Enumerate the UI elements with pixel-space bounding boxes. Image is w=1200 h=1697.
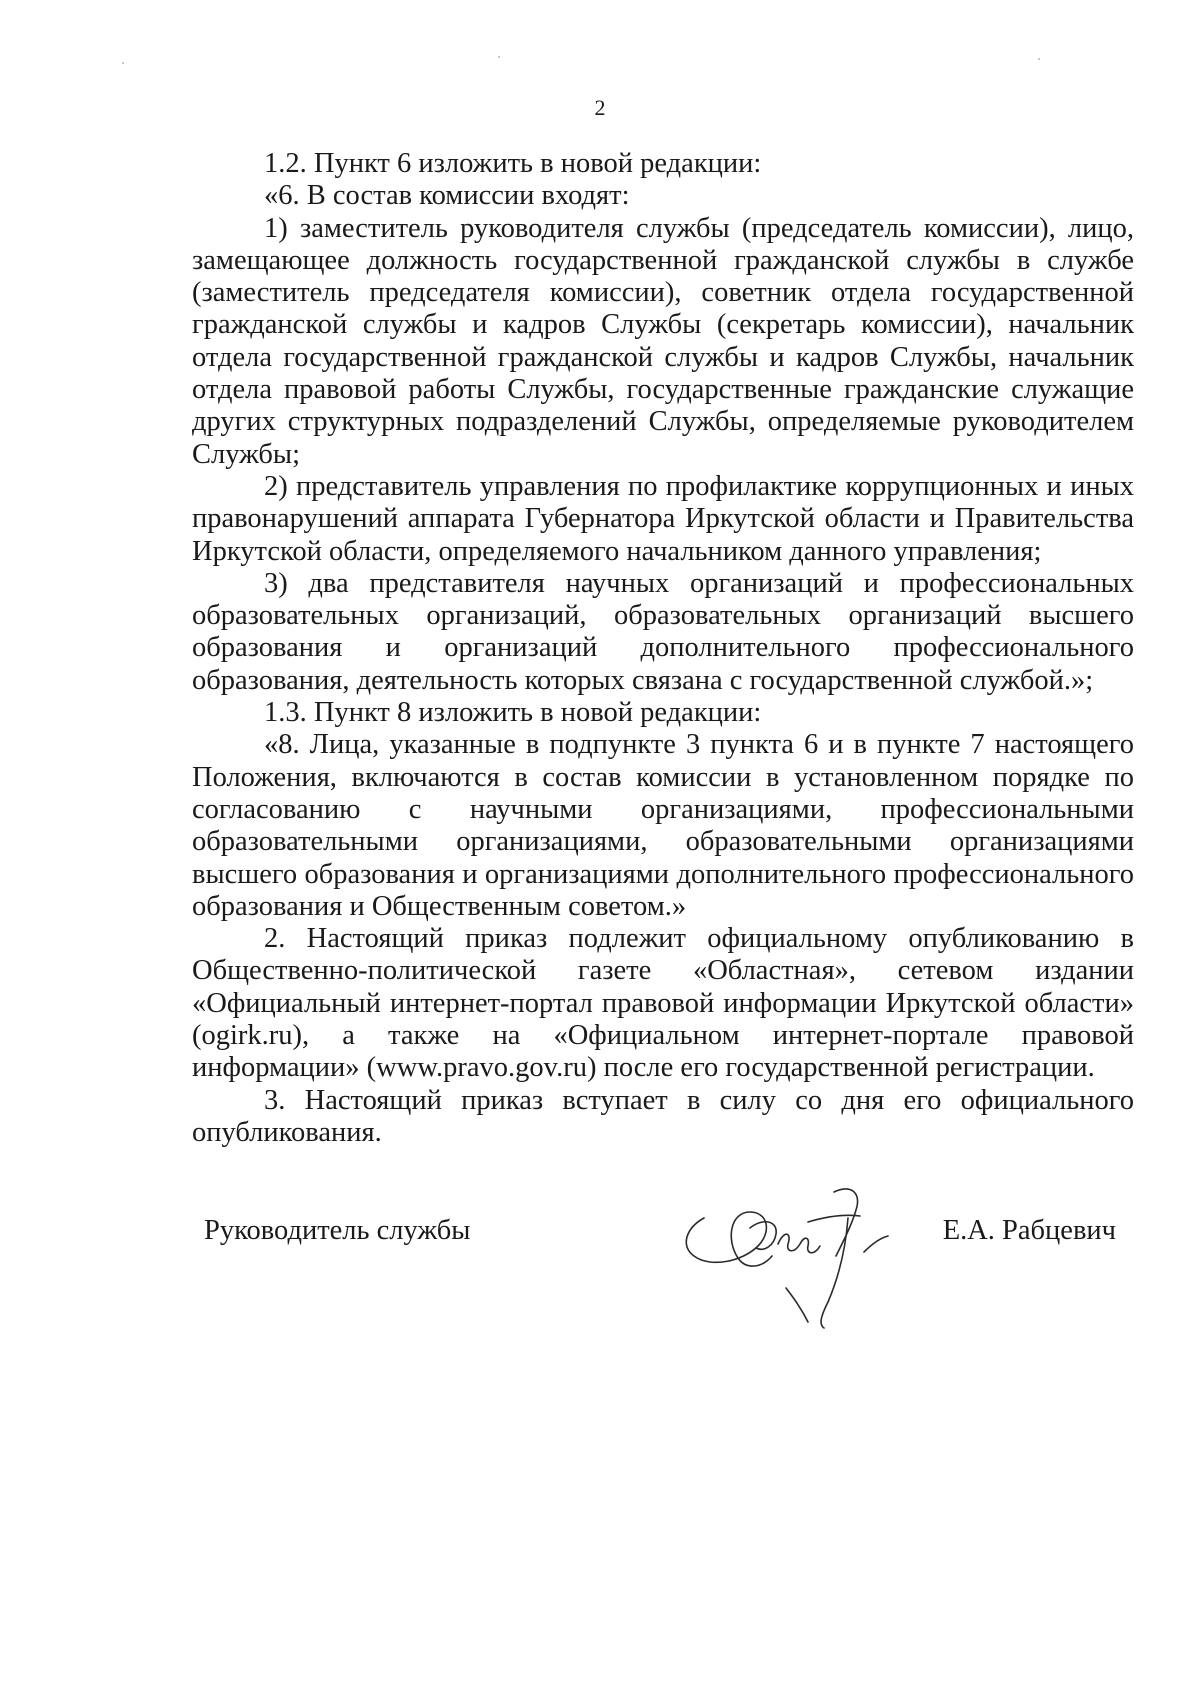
paragraph: 1) заместитель руководителя службы (председатель комиссии), лицо, замещающее должность государственной гражданской службы в службе (заместитель председателя комиссии), советник отдела государственной гражданской службы и кадров Службы (секретарь комиссии), начальник отдела государственной гражданской службы и кадров Службы, начальник отдела правовой работы Службы, государственные гражданские служащие других структурных подразделений Службы, определяемые руководителем Службы; — [192, 212, 1134, 470]
signatory-name: Е.А. Рабцевич — [942, 1215, 1116, 1246]
page-number: 2 — [594, 95, 606, 120]
paragraph: 3. Настоящий приказ вступает в силу со дня его официального опубликования. — [192, 1084, 1134, 1148]
signatory-position: Руководитель службы — [204, 1215, 471, 1246]
handwritten-signature — [680, 1182, 900, 1332]
paragraph: 1.3. Пункт 8 изложить в новой редакции: — [264, 697, 762, 729]
scan-artifact — [1038, 58, 1040, 60]
paragraph: 3) два представителя научных организаций и профессиональных образовательных организаций, образовательных организаций высшего образования и организаций дополнительного профессионального образования, деятельность которых связана с государственной службой.»; — [192, 567, 1134, 696]
signature-block — [0, 1190, 1200, 1340]
paragraph: 2. Настоящий приказ подлежит официальному опубликованию в Общественно-политической газете «Областная», сетевом издании «Официальный интернет-портал правовой информации Иркутской области» (ogirk.ru), а также на «Официальном интернет-портале правовой информации» (www.pravo.gov.ru) после его государственной регистрации. — [192, 923, 1134, 1084]
paragraph: 1.2. Пункт 6 изложить в новой редакции: — [264, 148, 762, 179]
document-body — [192, 148, 1134, 1149]
scan-artifact — [498, 56, 500, 58]
paragraph: «6. В состав комиссии входят: — [264, 180, 630, 212]
paragraph: 2) представитель управления по профилактике коррупционных и иных правонарушений аппарата Губернатора Иркутской области и Правительства Иркутской области, определяемого начальником данного управления; — [192, 470, 1134, 567]
paragraph: «8. Лица, указанные в подпункте 3 пункта 6 и в пункте 7 настоящего Положения, включаются в состав комиссии в установленном порядке по согласованию с научными организациями, профессиональными образовательными организациями, образовательными организациями высшего образования и организациями дополнительного профессионального образования и Общественным советом.» — [192, 729, 1134, 922]
scan-artifact — [122, 62, 124, 64]
